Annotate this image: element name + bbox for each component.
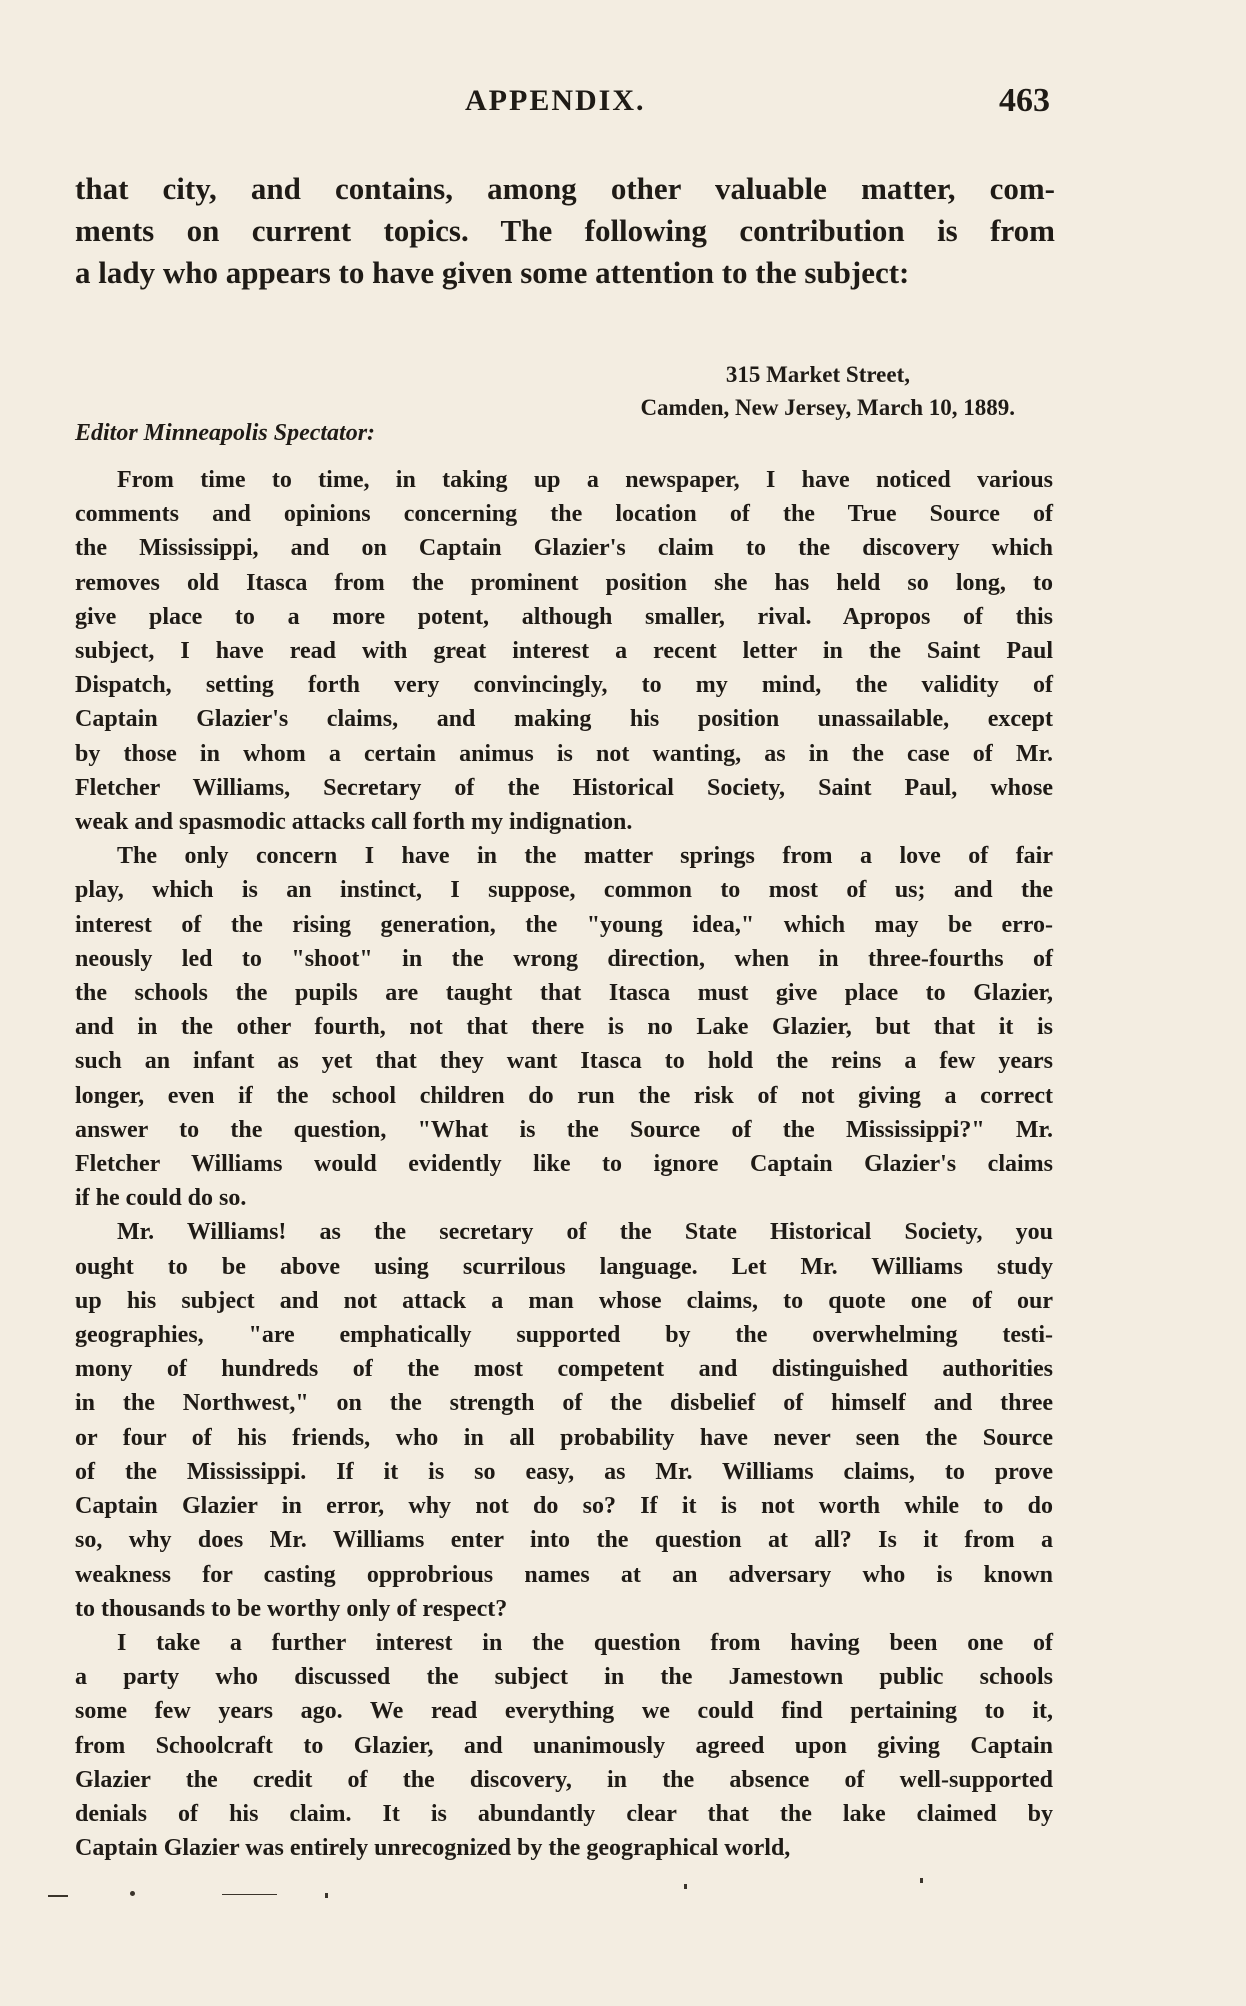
text-line: Mr. Williams! as the secretary of the State Historical Society, you xyxy=(117,1219,1053,1246)
print-specks xyxy=(0,1880,1246,1910)
text-line: some few years ago. We read everything we could find pertaining to it, xyxy=(75,1698,1053,1725)
text-line: Dispatch, setting forth very convincingly, to my mind, the validity of xyxy=(75,672,1053,699)
text-line: by those in whom a certain animus is not wanting, as in the case of Mr. xyxy=(75,740,1053,767)
text-line: interest of the rising generation, the "young idea," which may be erro- xyxy=(75,911,1053,938)
letter-body xyxy=(75,463,1053,1865)
running-head-title: APPENDIX. xyxy=(465,84,646,117)
text-line: neously led to "shoot" in the wrong direction, when in three-fourths of xyxy=(75,945,1053,972)
text-line: the schools the pupils are taught that Itasca must give place to Glazier, xyxy=(75,980,1053,1007)
text-line: From time to time, in taking up a newspaper, I have noticed various xyxy=(117,467,1053,493)
text-line: in the Northwest," on the strength of the disbelief of himself and three xyxy=(75,1390,1053,1417)
page-number: 463 xyxy=(999,82,1050,119)
text-line: such an infant as yet that they want Itasca to hold the reins a few years xyxy=(75,1048,1053,1075)
text-line: subject, I have read with great interest a recent letter in the Saint Paul xyxy=(75,638,1053,665)
text-line: The only concern I have in the matter springs from a love of fair xyxy=(117,843,1053,870)
letter-salutation: Editor Minneapolis Spectator: xyxy=(75,420,376,446)
text-line: so, why does Mr. Williams enter into the question at all? Is it from a xyxy=(75,1527,1053,1554)
speck xyxy=(920,1878,923,1883)
text-line: the Mississippi, and on Captain Glazier's claim to the discovery which xyxy=(75,535,1053,562)
text-line: up his subject and not attack a man whose claims, to quote one of our xyxy=(75,1287,1053,1314)
text-line: removes old Itasca from the prominent position she has held so long, to xyxy=(75,569,1053,596)
text-line: a party who discussed the subject in the Jamestown public schools xyxy=(75,1664,1053,1691)
letter-paragraph xyxy=(75,1215,1053,1625)
text-line: Captain Glazier was entirely unrecognized by the geographical world, xyxy=(75,1835,791,1862)
speck xyxy=(48,1895,68,1897)
text-line: Captain Glazier in error, why not do so? If it is not worth while to do xyxy=(75,1493,1053,1520)
text-line: Captain Glazier's claims, and making his position unassailable, except xyxy=(75,706,1053,733)
text-line: mony of hundreds of the most competent and distinguished authorities xyxy=(75,1356,1053,1383)
text-line: Fletcher Williams, Secretary of the Historical Society, Saint Paul, whose xyxy=(75,774,1053,801)
text-line: give place to a more potent, although smaller, rival. Apropos of this xyxy=(75,603,1053,630)
running-head xyxy=(75,84,1050,124)
letter-paragraph xyxy=(75,1626,1053,1865)
text-line: play, which is an instinct, I suppose, common to most of us; and the xyxy=(75,877,1053,904)
speck xyxy=(684,1884,687,1889)
text-line: ought to be above using scurrilous language. Let Mr. Williams study xyxy=(75,1253,1053,1280)
text-line: weakness for casting opprobrious names at an adversary who is known xyxy=(75,1561,1053,1588)
speck xyxy=(325,1893,328,1898)
intro-paragraph xyxy=(75,168,1055,294)
text-line: comments and opinions concerning the location of the True Source of xyxy=(75,501,1053,528)
speck xyxy=(222,1894,277,1895)
text-line: or four of his friends, who in all probability have never seen the Source xyxy=(75,1424,1053,1451)
text-line: Fletcher Williams would evidently like to ignore Captain Glazier's claims xyxy=(75,1151,1053,1178)
intro-line: ments on current topics. The following contribution is from xyxy=(75,213,1055,248)
text-line: geographies, "are emphatically supported by the overwhelming testi- xyxy=(75,1322,1053,1349)
text-line: and in the other fourth, not that there is no Lake Glazier, but that it is xyxy=(75,1014,1053,1041)
speck xyxy=(130,1891,135,1896)
text-line: I take a further interest in the question from having been one of xyxy=(117,1629,1053,1656)
text-line: if he could do so. xyxy=(75,1185,247,1212)
text-line: longer, even if the school children do run the risk of not giving a correct xyxy=(75,1082,1053,1109)
text-line: denials of his claim. It is abundantly clear that the lake claimed by xyxy=(75,1800,1053,1827)
intro-line: a lady who appears to have given some attention to the subject: xyxy=(75,255,910,290)
address-city-date: Camden, New Jersey, March 10, 1889. xyxy=(640,395,1015,420)
letter-paragraph xyxy=(75,463,1053,839)
text-line: answer to the question, "What is the Source of the Mississippi?" Mr. xyxy=(75,1116,1053,1143)
text-line: of the Mississippi. If it is so easy, as Mr. Williams claims, to prove xyxy=(75,1458,1053,1485)
text-line: to thousands to be worthy only of respect? xyxy=(75,1595,508,1622)
text-line: weak and spasmodic attacks call forth my indignation. xyxy=(75,809,633,836)
letter-paragraph xyxy=(75,839,1053,1215)
text-line: Glazier the credit of the discovery, in the absence of well-supported xyxy=(75,1766,1053,1793)
text-line: from Schoolcraft to Glazier, and unanimously agreed upon giving Captain xyxy=(75,1732,1053,1759)
intro-line: that city, and contains, among other valuable matter, com- xyxy=(75,171,1055,206)
address-street: 315 Market Street, xyxy=(725,362,910,387)
letter-address xyxy=(75,358,1015,424)
